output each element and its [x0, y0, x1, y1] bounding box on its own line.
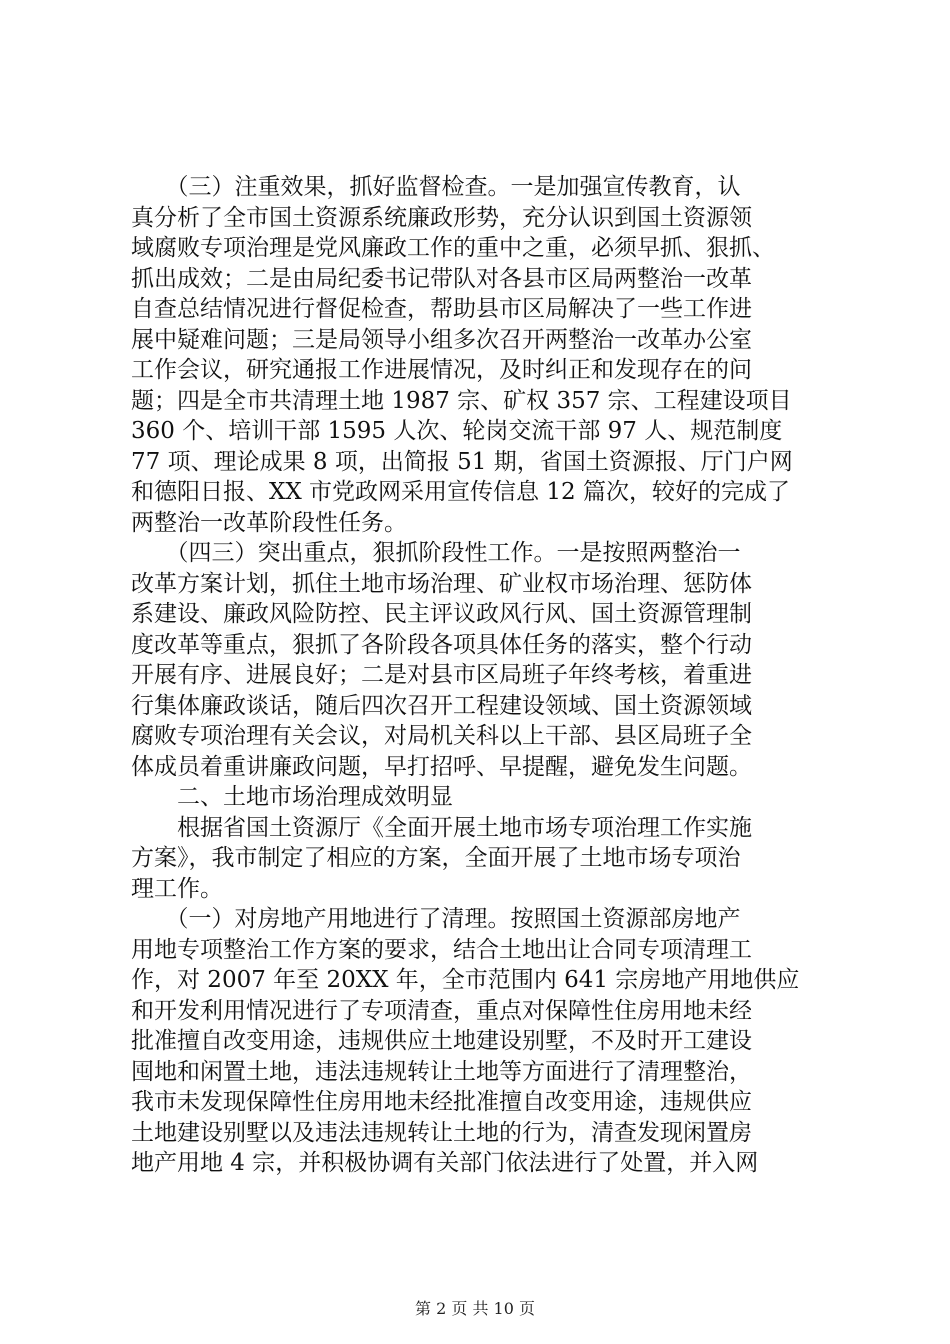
text-line: 腐败专项治理有关会议，对局机关科以上干部、县区局班子全: [131, 723, 752, 749]
text-line: 系建设、廉政风险防控、民主评议政风行风、国土资源管理制: [131, 601, 752, 627]
text-line: 抓出成效；二是由局纪委书记带队对各县市区局两整治一改革: [131, 265, 752, 292]
text-line: 自查总结情况进行督促检查，帮助县市区局解决了一些工作进: [131, 296, 752, 322]
text-line: 题；四是全市共清理土地 1987 宗、矿权 357 宗、工程建设项目: [131, 387, 792, 414]
text-line: 真分析了全市国土资源系统廉政形势，充分认识到国土资源领: [131, 204, 752, 231]
text-line: （三）注重效果，抓好监督检查。一是加强宣传教育，认: [131, 174, 741, 200]
text-line: 方案》，我市制定了相应的方案，全面开展了土地市场专项治: [131, 845, 741, 871]
text-line: 体成员着重讲廉政问题，早打招呼、早提醒，避免发生问题。: [131, 753, 752, 780]
text-line: 囤地和闲置土地，违法违规转让土地等方面进行了清理整治，: [131, 1058, 752, 1085]
text-line: 两整治一改革阶段性任务。: [131, 509, 407, 536]
text-line: 用地专项整治工作方案的要求，结合土地出让合同专项清理工: [131, 936, 752, 963]
text-line: 行集体廉政谈话，随后四次召开工程建设领域、国土资源领域: [131, 692, 752, 719]
text-line: 土地建设别墅以及违法违规转让土地的行为，清查发现闲置房: [131, 1119, 752, 1146]
text-line: 和德阳日报、XX 市党政网采用宣传信息 12 篇次，较好的完成了: [131, 479, 790, 505]
text-line: 改革方案计划，抓住土地市场治理、矿业权市场治理、惩防体: [131, 570, 752, 597]
text-line: 作，对 2007 年至 20XX 年，全市范围内 641 宗房地产用地供应: [131, 967, 800, 993]
text-line: 和开发利用情况进行了专项清查，重点对保障性住房用地未经: [131, 997, 752, 1024]
text-line: 根据省国土资源厅《全面开展土地市场专项治理工作实施: [131, 814, 752, 841]
document-body: [131, 172, 831, 1179]
text-line: 展中疑难问题；三是局领导小组多次召开两整治一改革办公室: [131, 326, 752, 353]
text-line: 域腐败专项治理是党风廉政工作的重中之重，必须早抓、狠抓、: [131, 235, 775, 261]
text-line: 我市未发现保障性住房用地未经批准擅自改变用途，违规供应: [131, 1089, 752, 1115]
section-heading: 二、土地市场治理成效明显: [131, 784, 453, 810]
text-line: 开展有序、进展良好；二是对县市区局班子年终考核，着重进: [131, 662, 752, 688]
text-line: （一）对房地产用地进行了清理。按照国土资源部房地产: [131, 906, 741, 932]
text-line: 360 个、培训干部 1595 人次、轮岗交流干部 97 人、规范制度: [131, 418, 783, 444]
text-line: 工作会议，研究通报工作进展情况，及时纠正和发现存在的问: [131, 357, 752, 383]
page-number-footer: 第 2 页 共 10 页: [415, 1299, 535, 1318]
text-line: 度改革等重点，狠抓了各阶段各项具体任务的落实，整个行动: [131, 631, 752, 658]
text-line: 理工作。: [131, 875, 223, 902]
text-line: 批准擅自改变用途，违规供应土地建设别墅，不及时开工建设: [131, 1028, 752, 1054]
text-line: 地产用地 4 宗，并积极协调有关部门依法进行了处置，并入网: [131, 1150, 759, 1176]
text-line: （四三）突出重点，狠抓阶段性工作。一是按照两整治一: [131, 540, 741, 566]
text-line: 77 项、理论成果 8 项，出简报 51 期，省国土资源报、厅门户网: [131, 448, 793, 475]
